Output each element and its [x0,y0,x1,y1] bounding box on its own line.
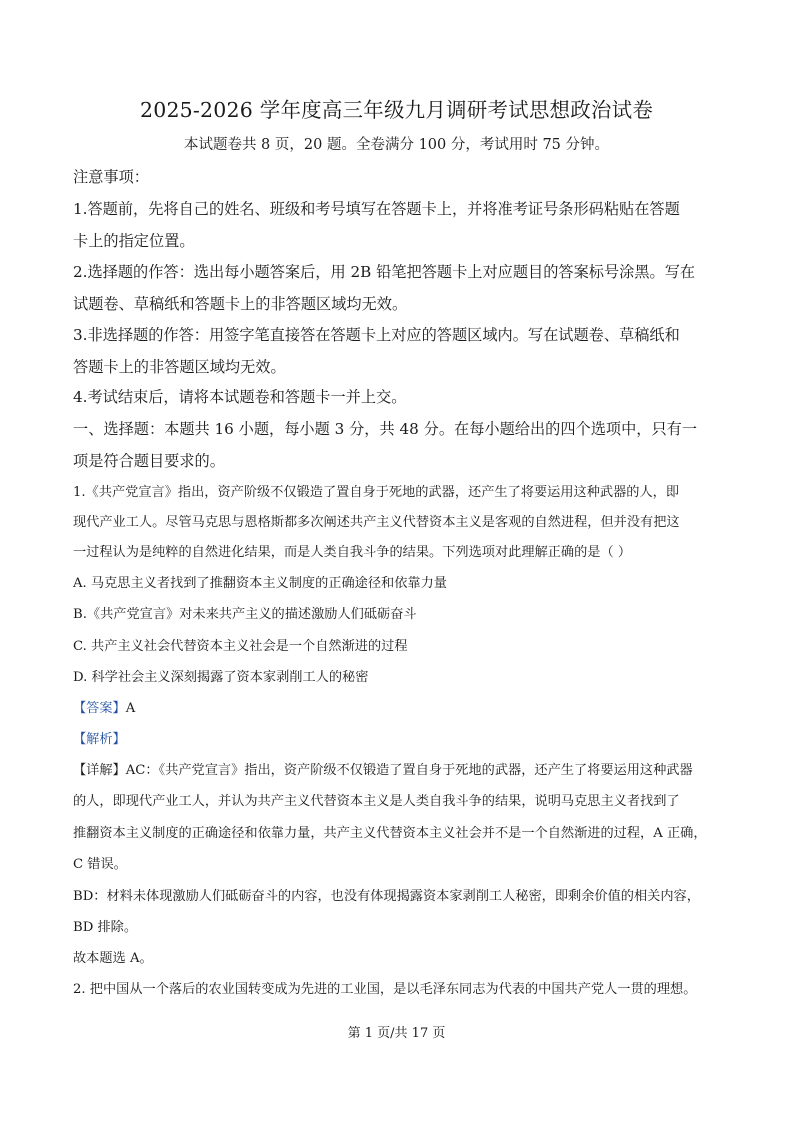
detail-line: C 错误。 [73,857,127,872]
notice-line: 1.答题前，先将自己的姓名、班级和考号填写在答题卡上，并将准考证号条形码粘贴在答题 [73,200,680,218]
exam-info: 本试题卷共 8 页，20 题。全卷满分 100 分，考试用时 75 分钟。 [183,137,610,153]
notice-line: 4.考试结束后，请将本试题卷和答题卡一并上交。 [73,388,407,406]
page-title: 2025-2026 学年度高三年级九月调研考试思想政治试卷 [139,98,654,122]
detail-line: 的人，即现代产业工人，并认为共产主义代替资本主义是人类自我斗争的结果，说明马克思主义者找到了 [73,794,680,809]
question-stem: 1.《共产党宣言》指出，资产阶级不仅锻造了置自身于死地的武器，还产生了将要运用这种武器的人，即 [73,485,680,500]
detail-line: BD：材料未体现激励人们砥砺奋斗的内容，也没有体现揭露资本家剥削工人秘密，即剩余价值的相关内容， [73,889,700,904]
section-heading: 项是符合题目要求的。 [73,452,225,470]
option-d: D. 科学社会主义深刻揭露了资本家剥削工人的秘密 [73,670,369,685]
notice-line: 答题卡上的非答题区域均无效。 [73,358,286,376]
answer-row [73,702,135,715]
detail-line: 故本题选 A。 [73,951,153,966]
detail-tag: 【详解】 [73,763,126,778]
answer-value: A [125,701,136,716]
question-stem: 一过程认为是纯粹的自然进化结果，而是人类自我斗争的结果。下列选项对此理解正确的是（ ） [73,545,632,560]
analysis-tag: 【解析】 [73,732,126,747]
notice-line: 试题卷、草稿纸和答题卡上的非答题区域均无效。 [73,295,408,313]
question-stem: 2. 把中国从一个落后的农业国转变成为先进的工业国，是以毛泽东同志为代表的中国共产党人一贯的理想。 [73,982,697,997]
notice-line: 3.非选择题的作答：用签字笔直接答在答题卡上对应的答题区域内。写在试题卷、草稿纸和 [73,326,680,344]
notice-line: 2.选择题的作答：选出每小题答案后，用 2B 铅笔把答题卡上对应题目的答案标号涂黑。写在 [73,263,696,281]
notice-line: 卡上的指定位置。 [73,232,195,250]
question-stem: 现代产业工人。尽管马克思与恩格斯都多次阐述共产主义代替资本主义是客观的自然进程，但并没有把这 [73,515,680,530]
notice-heading: 注意事项： [73,168,149,186]
detail-text: AC：《共产党宣言》指出，资产阶级不仅锻造了置自身于死地的武器，还产生了将要运用这种武器 [125,763,693,778]
option-b: B.《共产党宣言》对未来共产主义的描述激励人们砥砺奋斗 [73,607,417,622]
answer-tag: 【答案】 [73,701,126,716]
section-heading: 一、选择题：本题共 16 小题，每小题 3 分，共 48 分。在每小题给出的四个选项中，只有一 [73,420,698,438]
option-a: A. 马克思主义者找到了推翻资本主义制度的正确途径和依靠力量 [73,576,447,591]
detail-line: BD 排除。 [73,920,138,935]
detail-line: 推翻资本主义制度的正确途径和依靠力量，共产主义代替资本主义社会并不是一个自然渐进的过程，A 正确， [73,826,707,841]
option-c: C. 共产主义社会代替资本主义社会是一个自然渐进的过程 [73,639,408,654]
detail-line [73,764,693,777]
page-number: 第 1 页/共 17 页 [347,1026,446,1041]
